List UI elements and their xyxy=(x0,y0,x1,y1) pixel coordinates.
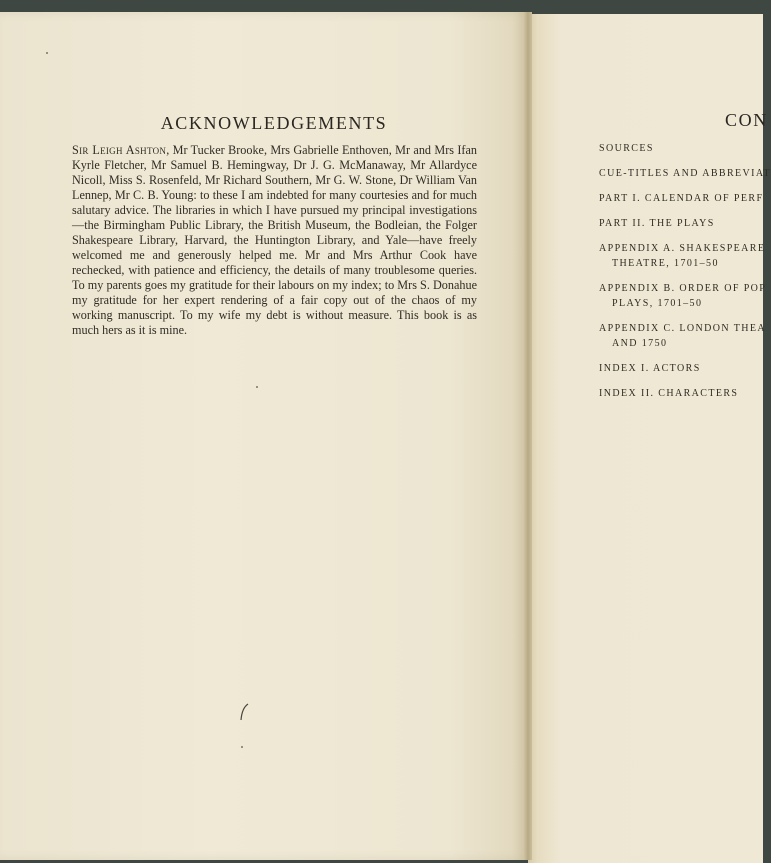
pencil-mark xyxy=(238,702,252,722)
contents-heading: CON xyxy=(725,110,768,130)
toc-item-part-one: PART I. CALENDAR OF PERF xyxy=(599,193,764,204)
left-page xyxy=(0,12,528,860)
toc-item-sources: SOURCES xyxy=(599,143,654,154)
paper-speck xyxy=(241,746,243,748)
toc-item-part-two: PART II. THE PLAYS xyxy=(599,218,715,229)
lead-name: Sir Leigh Ashton xyxy=(72,143,167,157)
toc-item-appendix-b: APPENDIX B. ORDER OF POP PLAYS, 1701–50 xyxy=(599,283,767,309)
acknowledgements-paragraph xyxy=(72,143,477,338)
toc-item-index-two: INDEX II. CHARACTERS xyxy=(599,388,739,399)
paper-speck xyxy=(256,386,258,388)
toc-item-index-one: INDEX I. ACTORS xyxy=(599,363,701,374)
paper-speck xyxy=(46,52,48,54)
acknowledgements-body: , Mr Tucker Brooke, Mrs Gabrielle Enthoven, Mr and Mrs Ifan Kyrle Fletcher, Mr Samuel B. Hemingway, Dr J. G. McManaway, Mr Allardyce Nicoll, Miss S. Rosenfeld, Mr Richard Southern, Mr G. W. Stone, Dr William Van Lennep, Mr C. B. Young: to these I am indebted for many courtesies and for much salutary advice. The libraries in which I have pursued my principal investigations—the Birmingham Public Library, the British Museum, the Bodleian, the Folger Shakespeare Library, Harvard, the Huntington Library, and Yale—have freely welcomed me and generously helped me. Mr and Mrs Arthur Cook have rechecked, with patience and efficiency, the details of many troublesome queries. To my parents goes my gratitude for their labours on my index; to Mrs S. Donahue my gratitude for her expert rendering of a fair copy out of the chaos of my working manuscript. To my wife my debt is without measure. This book is as much hers as it is mine. xyxy=(72,143,477,337)
acknowledgements-heading: ACKNOWLEDGEMENTS xyxy=(160,113,388,133)
toc-item-appendix-a: APPENDIX A. SHAKESPEARE THEATRE, 1701–50 xyxy=(599,243,766,269)
toc-item-appendix-c: APPENDIX C. LONDON THEA AND 1750 xyxy=(599,323,767,349)
book-gutter xyxy=(524,12,532,860)
toc-item-cue-titles: CUE-TITLES AND ABBREVIAT xyxy=(599,168,771,179)
